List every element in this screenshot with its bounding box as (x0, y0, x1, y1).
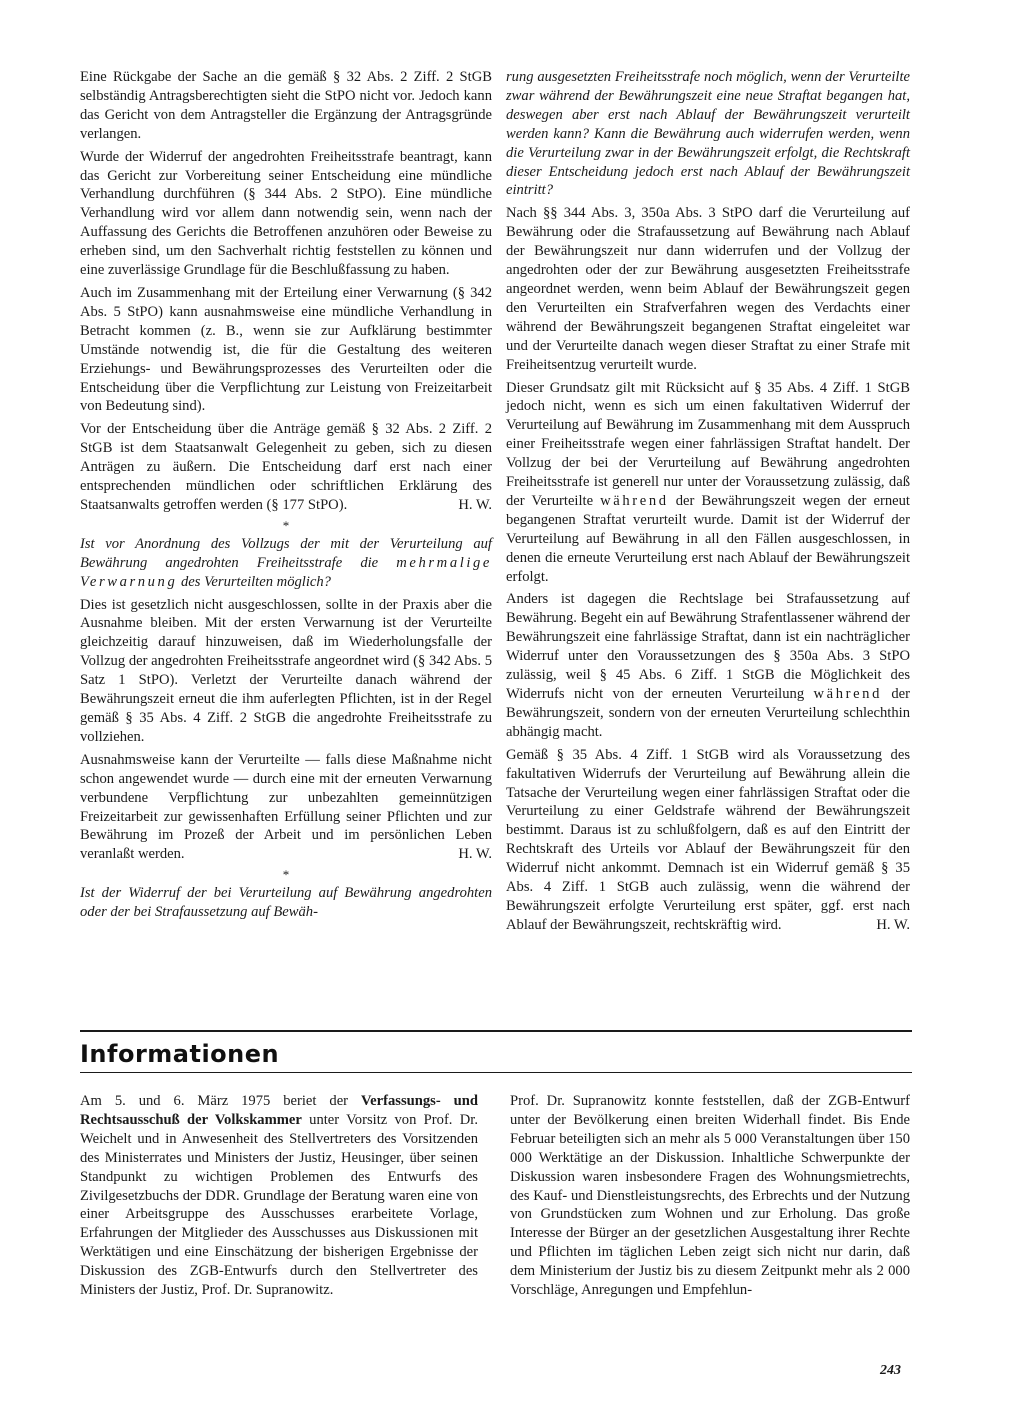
paragraph (80, 751, 492, 864)
info-right-column (510, 1092, 910, 1300)
page-number: 243 (880, 1363, 901, 1378)
section-title: Informationen (80, 1040, 280, 1068)
paragraph: Wurde der Widerruf der angedrohten Freiheitsstrafe beantragt, kann das Gericht zur Vorbereitung seiner Entscheidung eine mündliche Verhandlung durchführen (§ 344 Abs. 2 StPO). Eine mündliche Verhandlung wird vor allem dann notwendig sein, wenn nach der Auffassung des Gerichts die Betroffenen anzuhören oder Beweise zu erheben sind, um den Sachverhalt richtig feststellen zu können und eine zuverlässige Grundlage für die Beschlußfassung zu haben. (80, 148, 492, 279)
spaced-emphasis: während (600, 492, 669, 509)
section-rule-bottom (80, 1072, 912, 1073)
paragraph (506, 590, 910, 741)
paragraph: Eine Rückgabe der Sache an die gemäß § 32 Abs. 2 Ziff. 2 StGB selbständig Antragsberechtigten sieht die StPO nicht vor. Jedoch kann das Gericht von dem Antragsteller die Ergänzung der Antragsgründe verlangen. (80, 69, 492, 142)
paragraph: Dies ist gesetzlich nicht ausgeschlossen, sollte in der Praxis aber die Ausnahme bleiben. Mit der ersten Verwarnung ist der Verurteilte gleichzeitig darauf hinzuweisen, daß im Wiederholungsfalle der Vollzug der angedrohten Freiheitsstrafe angeordnet wird (§ 342 Abs. 5 Satz 1 StPO). Verletzt der Verurteilte danach während der Bewährungszeit erneut die ihm auferlegten Pflichten, ist in der Regel gemäß § 35 Abs. 4 Ziff. 2 StGB die angedrohte Freiheitsstrafe zu vollziehen. (80, 596, 492, 745)
spaced-emphasis: mehrmalige Verwarnung (80, 554, 492, 590)
paragraph-text: Dieser Grundsatz gilt mit Rücksicht auf § 35 Abs. 4 Ziff. 1 StGB jedoch nicht, wenn es sich um einen fakultativen Widerruf der Verurteilung auf Bewährung im Zusammenhang mit dem Ausspruch einer Freiheitsstrafe wegen einer fahrlässigen Straftat handelt. Der Vollzug der bei der Verurteilung auf Bewährung angedrohten Freiheitsstrafe ist generell nur unter der Voraussetzung zulässig, daß der Verurteilte (506, 379, 910, 509)
paragraph-text: Anders ist dagegen die Rechtslage bei Strafaussetzung auf Bewährung. Begeht ein auf Bewährung Strafentlassener während der Bewährungszeit eine fahrlässige Straftat, dann ist ein nachträglicher Widerruf unter den Voraussetzungen des § 350a Abs. 3 StPO zulässig, weil § 45 Abs. 6 Ziff. 1 StGB die Möglichkeit des Widerrufs nicht von der erneuten Verurteilung (506, 591, 910, 702)
paragraph-text: der Bewährungszeit wegen der erneut begangenen Straftat verurteilt wurde. Damit ist der Widerruf der Verurteilung auf Bewährung in all den Fällen ausgeschlossen, in denen die erneute Verurteilung erst nach Ablauf der Bewährungszeit erfolgt. (506, 492, 910, 585)
author-signature: H. W. (458, 846, 492, 863)
paragraph: Nach §§ 344 Abs. 3, 350a Abs. 3 StPO darf die Verurteilung auf Bewährung oder die Strafaussetzung auf Bewährung nach Ablauf der Bewährungszeit nur dann widerrufen und der Vollzug der angedrohten oder der zur Bewährung ausgesetzten Freiheitsstrafe angeordnet werden, wenn beim Ablauf der Bewährungszeit gegen den Verurteilten ein Strafverfahren wegen des Verdachts einer während der Bewährungszeit begangenen Straftat eingeleitet war und der Verurteilte danach wegen dieser Straftat zu einer Strafe mit Freiheitsentzug verurteilt wurde. (506, 205, 910, 373)
info-paragraph: Prof. Dr. Supranowitz konnte feststellen, daß der ZGB-Entwurf unter der Bevölkerung einen breiten Widerhall findet. Bis Ende Februar beteiligten sich an mehr als 5 000 Veranstaltungen über 150 000 Werktätige an der Diskussion. Inhaltliche Schwerpunkte der Diskussion waren insbesondere Fragen des Wohnungsmietrechts, des Kauf- und Dienstleistungsrechts, des Erbrechts und der Nutzung von Grundstücken zum Wohnen und zur Erholung. Das große Interesse der Bürger an der gesetzlichen Ausgestaltung ihrer Rechte und Pflichten im täglichen Leben zeigt sich nicht nur darin, daß dem Ministerium der Justiz bis zu diesem Zeitpunkt mehr als 2 000 Vorschläge, Anregungen und Empfehlun- (510, 1093, 910, 1299)
question-text: Ist vor Anordnung des Vollzugs der mit der Verurteilung auf Bewährung angedrohten Freiheitsstrafe die (80, 535, 492, 571)
question-paragraph (80, 535, 492, 592)
info-text: Am 5. und 6. März 1975 beriet der (80, 1093, 361, 1109)
section-separator: * (282, 867, 290, 883)
info-paragraph (80, 1092, 478, 1300)
section-separator: * (282, 517, 290, 533)
right-column (506, 68, 910, 939)
paragraph-text: Ausnahmsweise kann der Verurteilte — falls diese Maßnahme nicht schon angewendet wurde — durch eine mit der erneuten Verwarnung verbundene Verpflichtung zur unbezahlten gemeinnützigen Freizeitarbeit zur gewissenhaften Erfüllung seiner Pflichten und zur Bewährung im Prozeß der Arbeit und im persönlichen Leben veranlaßt werden. (80, 751, 492, 863)
left-column (80, 68, 492, 926)
info-text: unter Vorsitz von Prof. Dr. Weichelt und in Anwesenheit des Stellvertreters des Vorsitzenden des Ministerrates und Ministers der Justiz, Heusinger, über seinen Standpunkt zu wichtigen Problemen des Entwurfs des Zivilgesetzbuchs der DDR. Grundlage der Beratung waren eine von einer Arbeitsgruppe des Ausschusses erarbeitete Vorlage, Erfahrungen der Mitglieder des Ausschusses aus Diskussionen mit Werktätigen und eine Einschätzung der bisherigen Ergebnisse der Diskussion des ZGB-Entwurfs durch den Stellvertreter des Ministers der Justiz, Prof. Dr. Supranowitz. (80, 1111, 478, 1299)
paragraph-text: Vor der Entscheidung über die Anträge gemäß § 32 Abs. 2 Ziff. 2 StGB ist dem Staatsanwalt Gelegenheit zu geben, sich zu diesen Anträgen zu äußern. Die Entscheidung darf erst nach einer entsprechenden mündlichen oder schriftlichen Erklärung des Staatsanwalts getroffen werden (§ 177 StPO). (80, 421, 492, 513)
author-signature: H. W. (876, 916, 910, 933)
question-text: des Verurteilten möglich? (177, 573, 331, 590)
paragraph (506, 379, 910, 587)
question-paragraph: Ist der Widerruf der bei Verurteilung auf Bewährung angedrohten oder der bei Strafaussetzung auf Bewäh- (80, 885, 492, 921)
spaced-emphasis: während (813, 686, 882, 702)
paragraph (506, 746, 910, 935)
paragraph-text: Gemäß § 35 Abs. 4 Ziff. 1 StGB wird als Voraussetzung des fakultativen Widerrufs der Verurteilung auf Bewährung allein die Tatsache der Verurteilung wegen einer fahrlässigen Straftat oder die Verurteilung zu einer Geldstrafe während der Bewährungszeit bestimmt. Daraus ist zu schlußfolgern, daß es auf den Eintritt der Rechtskraft des Urteils vor Ablauf der Bewährungszeit für den Widerruf nicht ankommt. Demnach ist ein Widerruf gemäß § 35 Abs. 4 Ziff. 1 StGB auch zulässig, wenn die während der Bewährungszeit erfolgte Verurteilung erst später, ggf. erst nach Ablauf der Bewährungszeit, rechtskräftig wird. (506, 746, 910, 933)
committee-name: Verfassungs- und Rechtsausschuß der Volkskammer (80, 1093, 478, 1128)
paragraph-text: der Bewährungszeit, sondern von der erneuten Verurteilung schlechthin abhängig macht. (506, 686, 910, 740)
question-paragraph: rung ausgesetzten Freiheitsstrafe noch möglich, wenn der Verurteilte zwar während der Bewährungszeit eine neue Straftat begangen hat, deswegen aber erst nach Ablauf der Bewährungszeit verurteilt werden kann? Kann die Bewährung auch widerrufen werden, wenn die Verurteilung zwar in der Bewährungszeit erfolgt, die Rechtskraft dieser Entscheidung jedoch erst nach Ablauf der Bewährungszeit eintritt? (506, 69, 910, 199)
paragraph: Auch im Zusammenhang mit der Erteilung einer Verwarnung (§ 342 Abs. 5 StPO) kann ausnahmsweise eine mündliche Verhandlung in Betracht kommen (z. B., wenn sie zur Aufklärung bestimmter Umstände notwendig ist, die für die Gestaltung des weiteren Erziehungs- und Bewährungsprozesses des Verurteilten oder die Entscheidung über die Verpflichtung zur Leistung von Freizeitarbeit von Bedeutung sind). (80, 284, 492, 415)
section-rule-top (80, 1030, 912, 1032)
info-left-column (80, 1092, 478, 1300)
paragraph (80, 420, 492, 515)
author-signature: H. W. (458, 496, 492, 513)
